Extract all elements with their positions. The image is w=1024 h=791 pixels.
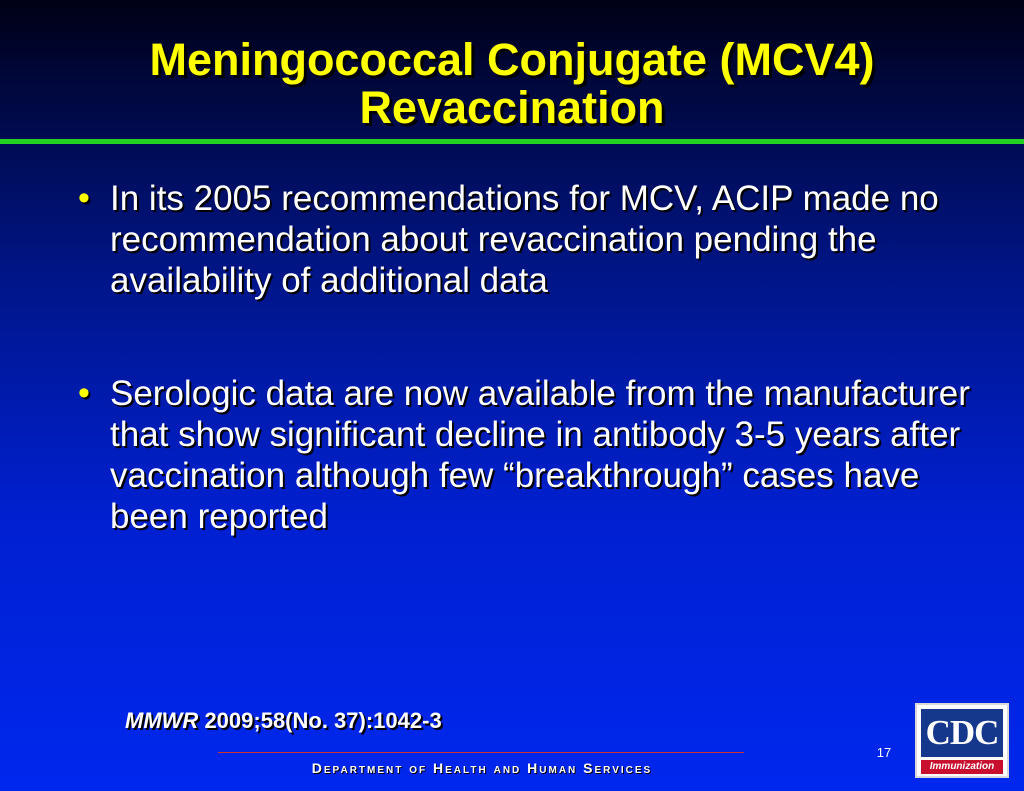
cdc-logo-band: Immunization xyxy=(921,760,1003,774)
bullet-text: In its 2005 recommendations for MCV, ACIP made no recommendation about revaccination pending the availability of additional data xyxy=(110,179,939,300)
slide-title-line-2: Revaccination xyxy=(359,82,665,133)
cdc-logo xyxy=(915,703,1009,778)
cdc-logo-mark: CDC xyxy=(921,709,1003,757)
bullet-item xyxy=(68,178,998,301)
citation-journal: MMWR xyxy=(125,708,199,733)
citation xyxy=(125,708,442,734)
title-divider xyxy=(0,139,1024,144)
slide-title-line-1: Meningococcal Conjugate (MCV4) xyxy=(149,34,875,85)
page-number: 17 xyxy=(876,745,892,760)
bullet-list xyxy=(68,178,998,609)
citation-reference: 2009;58(No. 37):1042-3 xyxy=(204,708,442,733)
bullet-text: Serologic data are now available from the manufacturer that show significant decline in antibody 3-5 years after vaccination although few “breakthrough” cases have been reported xyxy=(110,374,970,536)
footer-divider xyxy=(218,752,744,753)
bullet-marker: • xyxy=(78,179,90,217)
footer-department: Department of Health and Human Services xyxy=(311,760,653,776)
bullet-marker: • xyxy=(78,374,90,412)
slide-title xyxy=(0,36,1024,132)
bullet-item xyxy=(68,373,998,537)
